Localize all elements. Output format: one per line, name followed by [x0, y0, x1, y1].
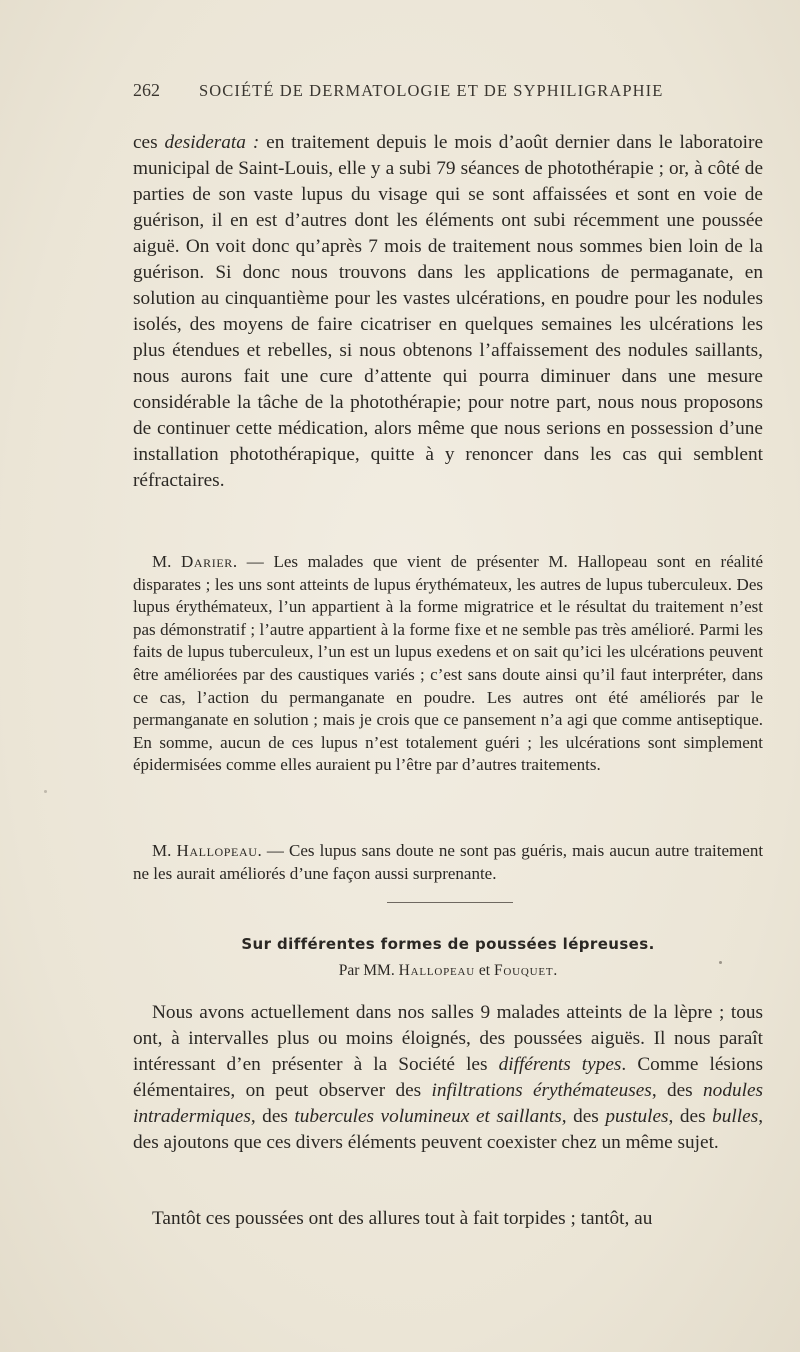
section-divider	[387, 902, 513, 903]
page-header	[133, 80, 763, 104]
running-title: SOCIÉTÉ DE DERMATOLOGIE ET DE SYPHILIGRAPHIE	[199, 81, 664, 100]
paper-speck	[44, 790, 47, 793]
paragraph-desiderata: ces desiderata : en traitement depuis le mois d’août dernier dans le laboratoire municipal de Saint-Louis, elle y a subi 79 séances de photothérapie ; or, à côté de parties de son vaste lupus du visage qui se sont affaissées et sont en voie de guérison, il en est d’autres dont les éléments ont subi récemment une poussée aiguë. On voit donc qu’après 7 mois de traitement nous sommes bien loin de la guérison. Si donc nous trouvons dans les applications de permaganate, en solution au cinquantième pour les vastes ulcérations, en poudre pour les nodules isolés, des moyens de faire cicatriser en quelques semaines les ulcérations les plus étendues et rebelles, si nous obtenons l’affaissement des nodules saillants, nous aurons fait une cure d’attente qui pourra diminuer dans une mesure considérable la tâche de la photothérapie; pour notre part, nous nous proposons de continuer cette médication, alors même que nous serions en possession d’une installation photothérapique, quitte à y renoncer dans les cas qui semblent réfractaires.	[133, 132, 764, 491]
paragraph-lepre: Nous avons actuellement dans nos salles 9 malades atteints de la lèpre ; tous ont, à intervalles plus ou moins éloignés, des poussées aiguës. Il nous paraît intéressant d’en présenter à la Société les différents types. Comme lésions élémentaires, on peut observer des infiltrations érythémateuses, des nodules intradermiques, des tubercules volumineux et saillants, des pustules, des bulles, des ajoutons que ces divers éléments peuvent coexister chez un même sujet.	[133, 1002, 764, 1153]
paragraph-torpides: Tantôt ces poussées ont des allures tout à fait torpides ; tantôt, au	[152, 1208, 653, 1229]
page-number: 262	[133, 80, 160, 100]
italic-desiderata: desiderata :	[164, 132, 260, 153]
paragraph-hallopeau: M. Hallopeau. — Ces lupus sans doute ne sont pas guéris, mais aucun autre traitement ne les aurait améliorés d’une façon aussi surprenante.	[133, 841, 764, 883]
section-title: Sur différentes formes de poussées lépreuses.	[241, 935, 655, 953]
speaker-darier: Darier	[181, 552, 233, 571]
author-fouquet: Fouquet	[493, 962, 554, 979]
paragraph-darier: M. Darier. — Les malades que vient de présenter M. Hallopeau sont en réalité disparates ; les uns sont atteints de lupus érythémateux, les autres de lupus tuberculeux. Des lupus érythémateux, l’un appartient à la forme migratrice et le résultat du traitement n’est pas démonstratif ; l’autre appartient à la forme fixe et ne semble pas très amélioré. Parmi les faits de lupus tuberculeux, l’un est un lupus exedens et on sait qu’ici les ulcérations peuvent être améliorées par des caustiques variés ; c’est sans doute ainsi qu’il faut interpréter, dans ce cas, l’action du permanganate en poudre. Les autres ont été améliorés par le permanganate en solution ; mais je crois que ce pansement n’a agi que comme antiseptique. En somme, aucun de ces lupus n’est totalement guéri ; les ulcérations sont simplement épidermisées comme elles auraient pu l’être par d’autres traitements.	[133, 552, 764, 775]
author-hallopeau: Hallopeau	[398, 962, 476, 979]
paper-speck	[719, 961, 722, 964]
speaker-hallopeau: Hallopeau	[176, 841, 258, 860]
byline: Par MM. Hallopeau et Fouquet.	[338, 962, 558, 979]
